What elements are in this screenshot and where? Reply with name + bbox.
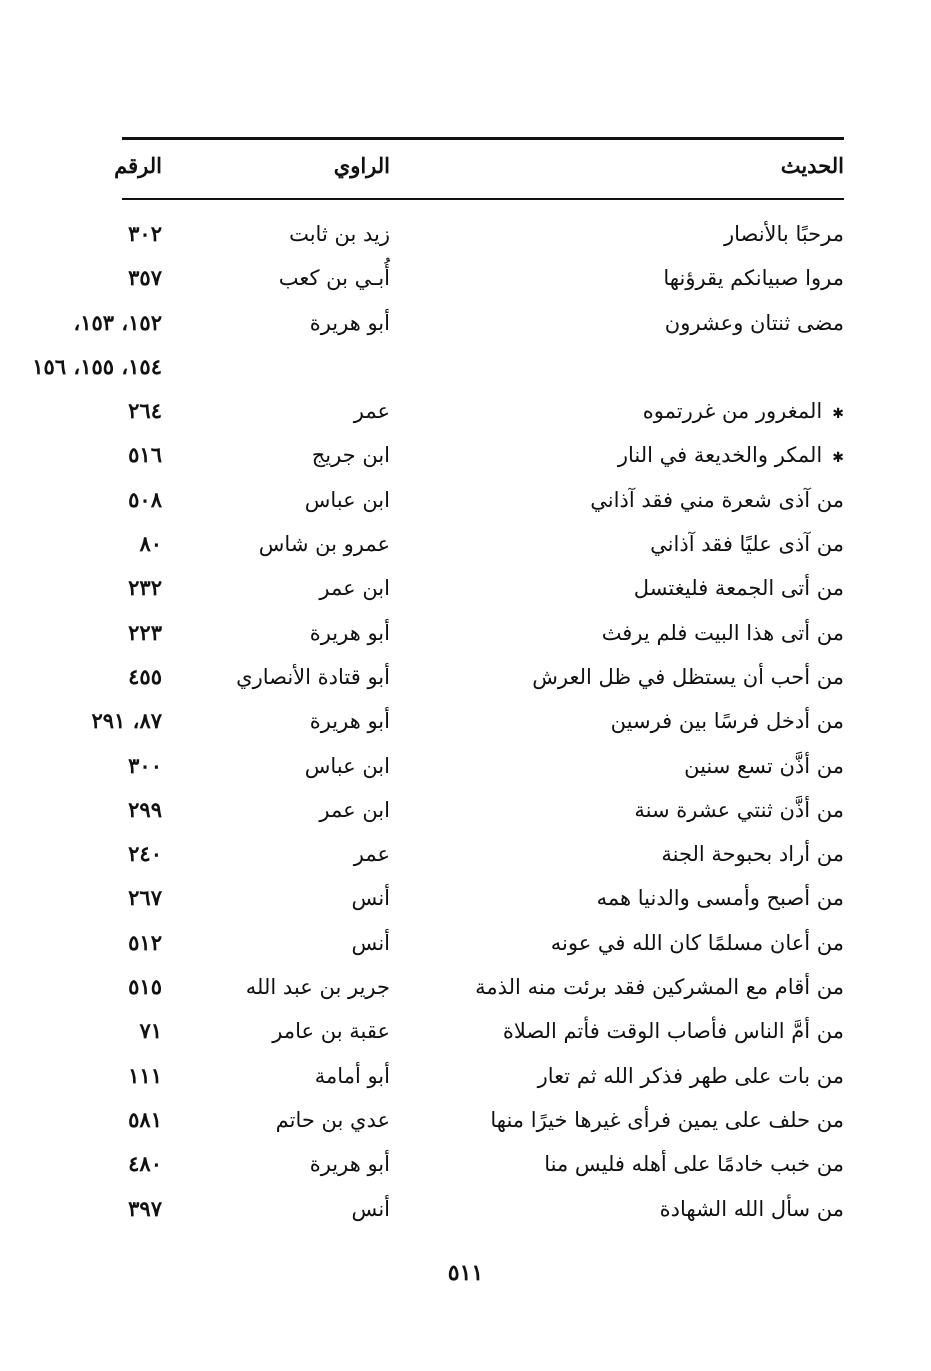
hadith-text-label: مرحبًا بالأنصار (723, 222, 844, 246)
hadith-text (538, 1056, 844, 1096)
hadith-text (663, 258, 844, 298)
index-row (0, 303, 931, 347)
hadith-text (665, 303, 844, 343)
hadith-number: ٥١٥ (128, 974, 162, 1000)
hadith-number: ٢٦٧ (128, 885, 162, 911)
hadith-number: ٢٩٩ (128, 796, 162, 822)
narrator-name: ابن عباس (304, 487, 390, 512)
hadith-text-label: من آذى شعرة مني فقد آذاني (590, 487, 844, 512)
header-rule (122, 198, 844, 200)
index-row (0, 1011, 931, 1055)
asterisk-icon: ✱ (832, 450, 844, 467)
index-row (0, 701, 931, 745)
narrator-name: أنس (351, 930, 390, 955)
narrator-name: ابن عمر (319, 797, 390, 822)
hadith-text-label: من أدخل فرسًا بين فرسين (610, 709, 844, 734)
hadith-text (724, 214, 844, 254)
hadith-index-list (0, 214, 931, 1233)
hadith-text-label: مضى ثنتان وعشرون (664, 310, 844, 335)
narrator-name: أنس (351, 886, 390, 911)
hadith-text-label: من خبب خادمًا على أهله فليس منا (544, 1152, 844, 1177)
hadith-text (661, 834, 844, 874)
index-row (0, 435, 931, 479)
hadith-text-label: من آذى عليًا فقد آذاني (650, 532, 844, 557)
index-row (0, 258, 931, 302)
index-row (0, 878, 931, 922)
hadith-number: ٤٥٥ (128, 663, 162, 689)
hadith-text (634, 790, 844, 830)
index-row (0, 391, 931, 435)
hadith-text (634, 568, 844, 608)
narrator-name: جرير بن عبد الله (245, 975, 390, 1000)
hadith-number: ٨٠ (139, 531, 162, 557)
hadith-text-label: من أذَّن ثنتي عشرة سنة (634, 797, 844, 822)
hadith-text (503, 1011, 844, 1051)
index-row (0, 790, 931, 834)
hadith-number: ٨٧، ٢٩١ (91, 708, 162, 734)
narrator-name: أبو هريرة (309, 1152, 390, 1177)
hadith-text (650, 524, 844, 564)
hadith-text-label: من سأل الله الشهادة (659, 1196, 844, 1221)
hadith-text (618, 435, 844, 475)
hadith-text (544, 1144, 844, 1184)
narrator-name: أبو هريرة (309, 620, 390, 645)
hadith-text (611, 701, 844, 741)
hadith-text-label: من أذَّن تسع سنين (684, 753, 844, 778)
narrator-name: أبو هريرة (309, 709, 390, 734)
hadith-text-label: من أحب أن يستظل في ظل العرش (532, 664, 844, 689)
hadith-number: ٣٠٠ (128, 752, 162, 778)
hadith-text (551, 923, 844, 963)
asterisk-icon: ✱ (832, 406, 844, 423)
narrator-name: أُبـي بن كعب (278, 266, 390, 291)
index-row (0, 1144, 931, 1188)
narrator-name: عقبة بن عامر (272, 1019, 390, 1044)
hadith-number: ٥١٦ (128, 442, 162, 468)
index-row (0, 923, 931, 967)
hadith-number: ٢٣٢ (128, 575, 162, 601)
narrator-name: ابن عباس (304, 753, 390, 778)
hadith-number: ١٥٤، ١٥٥، ١٥٦ (32, 353, 162, 379)
hadith-text-label: من حلف على يمين فرأى غيرها خيرًا منها (490, 1107, 844, 1132)
index-row (0, 347, 931, 391)
hadith-number: ٣٥٧ (128, 265, 162, 291)
hadith-number: ٥١٢ (128, 929, 162, 955)
index-row (0, 1100, 931, 1144)
index-row (0, 1056, 931, 1100)
hadith-number: ٢٤٠ (128, 841, 162, 867)
hadith-text-label: من أعان مسلمًا كان الله في عونه (550, 930, 844, 955)
narrator-name: أنس (351, 1196, 390, 1221)
index-row (0, 568, 931, 612)
header-number: الرقم (114, 153, 162, 178)
hadith-text-label: من بات على طهر فذكر الله ثم تعار (537, 1063, 844, 1088)
hadith-text-label: المغرور من غررتموه (642, 399, 823, 424)
index-row (0, 657, 931, 701)
hadith-number: ٥٨١ (128, 1106, 162, 1132)
hadith-text (590, 480, 844, 520)
hadith-number: ١٥٢، ١٥٣، (73, 309, 162, 335)
hadith-number: ١١١ (128, 1062, 162, 1088)
narrator-name: عدي بن حاتم (275, 1107, 390, 1132)
narrator-name: عمر (353, 399, 390, 424)
hadith-text-label: من أمَّ الناس فأصاب الوقت فأتم الصلاة (502, 1019, 844, 1044)
hadith-text (597, 878, 844, 918)
narrator-name: ابن عمر (319, 576, 390, 601)
hadith-text-label: مروا صبيانكم يقرؤنها (663, 266, 844, 291)
index-row (0, 967, 931, 1011)
hadith-number: ٣٠٢ (128, 221, 162, 246)
narrator-name: ابن جريج (311, 443, 390, 468)
hadith-number: ٥٠٨ (128, 486, 162, 512)
page-number: ٥١١ (447, 1260, 484, 1286)
narrator-name: عمرو بن شاس (258, 532, 390, 557)
hadith-text-label: من أقام مع المشركين فقد برئت منه الذمة (475, 975, 844, 1000)
narrator-name: أبو قتادة الأنصاري (236, 664, 390, 689)
index-row (0, 613, 931, 657)
narrator-name: عمر (353, 842, 390, 867)
hadith-text (475, 967, 844, 1007)
narrator-name: أبو هريرة (309, 310, 390, 335)
hadith-number: ٢٦٤ (128, 398, 162, 424)
hadith-text (684, 746, 844, 786)
header-hadith: الحديث (780, 153, 844, 178)
hadith-text (532, 657, 844, 697)
hadith-text (602, 613, 844, 653)
hadith-number: ٣٩٧ (128, 1195, 162, 1221)
index-row (0, 746, 931, 790)
index-row (0, 1189, 931, 1233)
index-row (0, 480, 931, 524)
top-rule (122, 137, 844, 140)
narrator-name: أبو أمامة (314, 1063, 390, 1088)
hadith-text (643, 391, 844, 431)
hadith-text-label: من أتى الجمعة فليغتسل (633, 576, 844, 601)
hadith-number: ٤٨٠ (128, 1151, 162, 1177)
hadith-text (660, 1189, 844, 1229)
index-row (0, 524, 931, 568)
hadith-text-label: المكر والخديعة في النار (617, 443, 823, 468)
narrator-name: زيد بن ثابت (289, 222, 390, 246)
header-narrator: الراوي (333, 153, 390, 178)
hadith-text-label: من أتى هذا البيت فلم يرفث (601, 620, 844, 645)
hadith-number: ٧١ (139, 1018, 162, 1044)
hadith-text (490, 1100, 844, 1140)
hadith-text-label: من أراد بحبوحة الجنة (661, 842, 844, 867)
hadith-number: ٢٢٣ (128, 619, 162, 645)
index-row (0, 214, 931, 258)
index-row (0, 834, 931, 878)
hadith-text-label: من أصبح وأمسى والدنيا همه (596, 886, 844, 911)
